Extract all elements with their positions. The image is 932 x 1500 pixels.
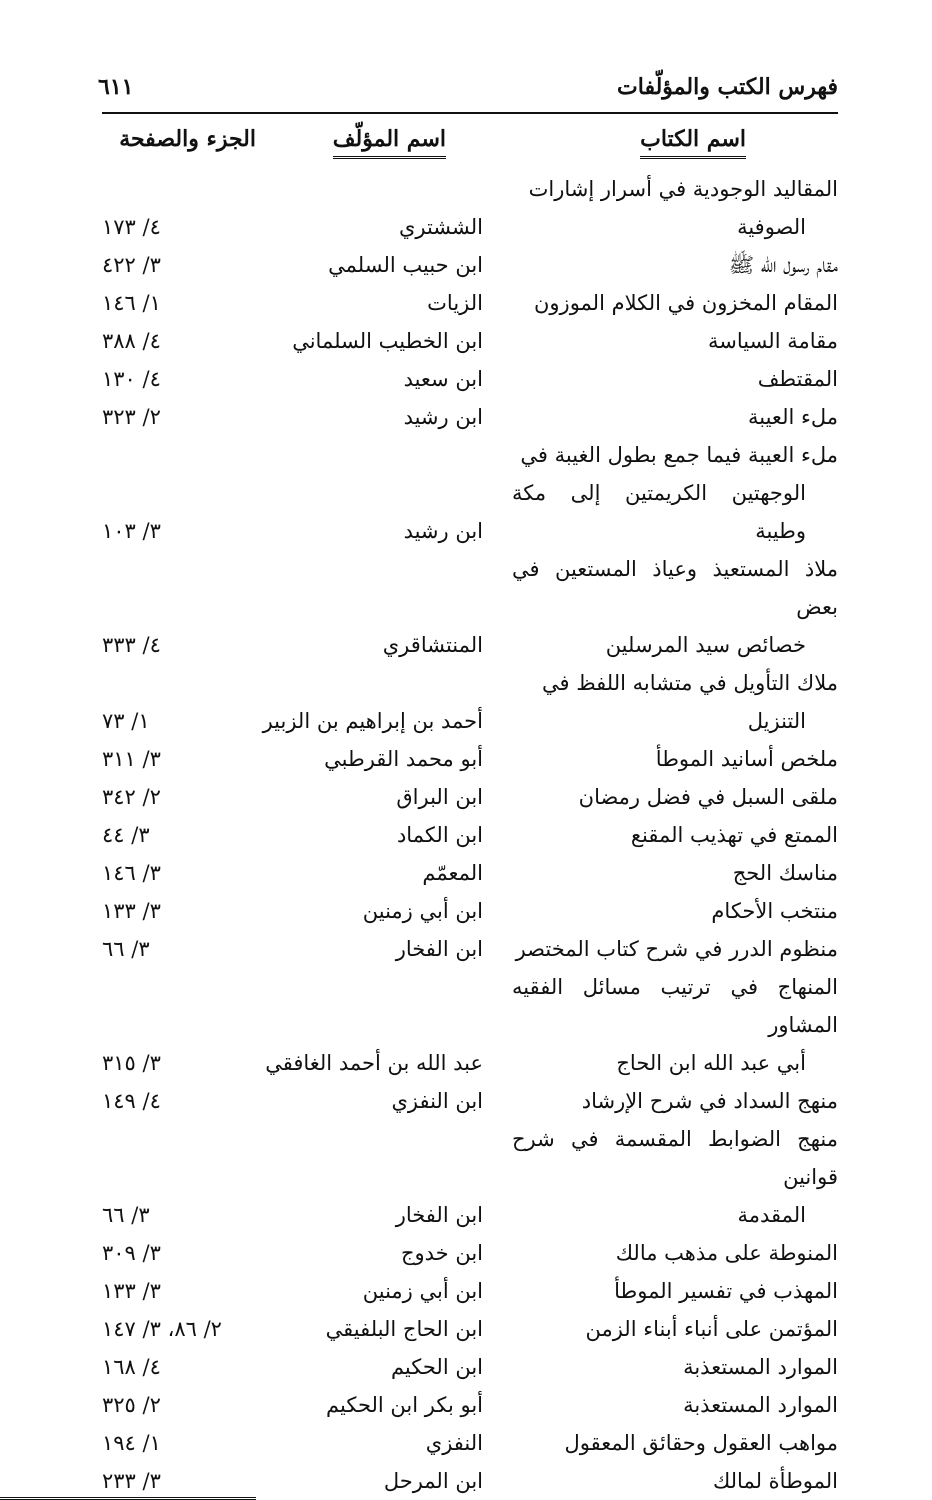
entry-volume-page bbox=[102, 1196, 262, 1234]
entry-title bbox=[512, 1082, 838, 1120]
entry-volume-page-value: ٣/ ١٣٣ bbox=[102, 899, 161, 923]
entry-volume-page-value: ٣/ ٦٦ bbox=[102, 1203, 150, 1227]
entry-title bbox=[512, 246, 838, 284]
entry-title-line: الموطأة لمالك bbox=[712, 1469, 838, 1493]
entry-author: ابن أبي زمنين bbox=[362, 1279, 483, 1303]
entry-volume-page bbox=[102, 512, 262, 550]
entry-volume-page-value: ٣/ ٣١٥ bbox=[102, 1051, 161, 1075]
entry-author: ابن الخطيب السلماني bbox=[292, 329, 483, 353]
entry-title bbox=[512, 1272, 838, 1310]
entry-author: ابن البراق bbox=[396, 785, 483, 809]
entry-title-line: المنوطة على مذهب مالك bbox=[615, 1241, 838, 1265]
entry-author: ابن خدوج bbox=[400, 1241, 483, 1265]
index-entry bbox=[102, 246, 838, 284]
entry-author: ابن حبيب السلمي bbox=[328, 253, 483, 277]
entry-title-line: ملء العيبة فيما جمع بطول الغيبة في bbox=[520, 443, 838, 467]
entry-title bbox=[512, 170, 838, 246]
entry-volume-page-value: ٤/ ٣٣٣ bbox=[102, 633, 161, 657]
entry-title bbox=[512, 664, 838, 740]
column-headers bbox=[102, 122, 838, 172]
entry-title-line: أبي عبد الله ابن الحاج bbox=[616, 1051, 806, 1075]
entry-title bbox=[512, 550, 838, 664]
entry-title bbox=[512, 930, 838, 968]
entry-volume-page bbox=[102, 740, 262, 778]
entry-volume-page bbox=[102, 322, 262, 360]
entry-title bbox=[512, 398, 838, 436]
entry-author: النفزي bbox=[425, 1431, 483, 1455]
index-entry bbox=[102, 170, 838, 246]
entry-volume-page-value: ٣/ ١٠٣ bbox=[102, 519, 161, 543]
entry-author: المنتشاقري bbox=[382, 633, 483, 657]
entry-title-line: مناسك الحج bbox=[732, 861, 838, 885]
entry-volume-page bbox=[102, 626, 262, 664]
entry-title-line: منظوم الدرر في شرح كتاب المختصر bbox=[515, 937, 838, 961]
entry-title bbox=[512, 892, 838, 930]
column-header-title: اسم الكتاب bbox=[640, 126, 746, 159]
entry-title-line: المقام المخزون في الكلام الموزون bbox=[533, 291, 838, 315]
entry-volume-page bbox=[102, 1044, 262, 1082]
page-number: ٦١١ bbox=[98, 74, 134, 100]
entry-author: ابن سعيد bbox=[403, 367, 483, 391]
header-rule bbox=[102, 112, 838, 114]
entry-title-line: الموارد المستعذبة bbox=[683, 1393, 838, 1417]
entry-volume-page bbox=[102, 360, 262, 398]
index-entry bbox=[102, 968, 838, 1082]
index-entry bbox=[102, 360, 838, 398]
entry-author: ابن أبي زمنين bbox=[362, 899, 483, 923]
entry-volume-page bbox=[102, 246, 262, 284]
entry-title bbox=[512, 1234, 838, 1272]
index-entry bbox=[102, 1462, 838, 1500]
entry-title-line: ملاذ المستعيذ وعياذ المستعين في بعض bbox=[512, 557, 838, 619]
entry-volume-page bbox=[102, 854, 262, 892]
entry-author: ابن الفخار bbox=[395, 1203, 483, 1227]
entry-author: الزيات bbox=[427, 291, 483, 315]
entry-author: ابن النفزي bbox=[391, 1089, 483, 1113]
entry-title-line: منهج السداد في شرح الإرشاد bbox=[581, 1089, 838, 1113]
entry-volume-page bbox=[102, 778, 262, 816]
entry-volume-page-value: ٣/ ٣١١ bbox=[102, 747, 161, 771]
entry-volume-page-value: ٤/ ٣٨٨ bbox=[102, 329, 161, 353]
entry-author: الششتري bbox=[398, 215, 483, 239]
entry-title-line: الممتع في تهذيب المقنع bbox=[630, 823, 838, 847]
entry-volume-page-value: ١/ ١٤٦ bbox=[102, 291, 161, 315]
entry-volume-page bbox=[102, 1272, 262, 1310]
entry-title-line: ملاك التأويل في متشابه اللفظ في bbox=[542, 671, 838, 695]
entry-volume-page bbox=[102, 1234, 262, 1272]
entry-title bbox=[512, 1310, 838, 1348]
entry-volume-page bbox=[102, 816, 262, 854]
entry-title-line: المقدمة bbox=[737, 1203, 806, 1227]
entry-title-line: التنزيل bbox=[747, 709, 806, 733]
entry-title bbox=[512, 1120, 838, 1234]
entry-title bbox=[512, 740, 838, 778]
index-entry bbox=[102, 816, 838, 854]
index-entry bbox=[102, 436, 838, 550]
index-entry bbox=[102, 1234, 838, 1272]
entry-title-line: مواهب العقول وحقائق المعقول bbox=[564, 1431, 838, 1455]
entry-volume-page bbox=[102, 892, 262, 930]
entry-title bbox=[512, 1348, 838, 1386]
entry-author: المعمّم bbox=[422, 861, 483, 885]
index-entry bbox=[102, 1272, 838, 1310]
index-entry bbox=[102, 930, 838, 968]
entry-title bbox=[512, 436, 838, 550]
column-header-author: اسم المؤلّف bbox=[333, 126, 446, 159]
entry-title-line: المقتطف bbox=[757, 367, 838, 391]
entry-author: ابن المرحل bbox=[383, 1469, 483, 1493]
entry-title-line: مقام رسول الله ﷺ bbox=[728, 253, 838, 277]
index-entry bbox=[102, 1386, 838, 1424]
entry-title bbox=[512, 322, 838, 360]
entry-author: أحمد بن إبراهيم بن الزبير bbox=[262, 709, 483, 733]
entry-title-line: الصوفية bbox=[737, 215, 806, 239]
entry-title bbox=[512, 854, 838, 892]
index-entry bbox=[102, 550, 838, 664]
entry-volume-page bbox=[102, 1348, 262, 1386]
entry-volume-page bbox=[102, 1462, 262, 1500]
index-entry bbox=[102, 1120, 838, 1234]
entry-volume-page-value: ٣/ ١٤٦ bbox=[102, 861, 161, 885]
index-entry bbox=[102, 778, 838, 816]
entry-volume-page-value: ٢/ ٨٦، ٣/ ١٤٧ bbox=[102, 1317, 222, 1341]
entry-author: ابن الكماد bbox=[396, 823, 483, 847]
entry-volume-page bbox=[102, 284, 262, 322]
running-head bbox=[98, 72, 838, 106]
entry-volume-page-value: ٣/ ٤٢٢ bbox=[102, 253, 161, 277]
entry-volume-page-value: ١/ ٧٣ bbox=[102, 709, 150, 733]
entry-volume-page-value: ٣/ ٢٣٣ bbox=[102, 1469, 161, 1493]
entry-title-line: المهذب في تفسير الموطأ bbox=[614, 1279, 838, 1303]
entry-volume-page bbox=[102, 930, 262, 968]
index-entry bbox=[102, 1082, 838, 1120]
entry-volume-page bbox=[102, 1310, 262, 1348]
index-entry bbox=[102, 322, 838, 360]
entry-title-line: خصائص سيد المرسلين bbox=[605, 633, 806, 657]
index-list bbox=[102, 170, 838, 1500]
index-entry bbox=[102, 284, 838, 322]
entry-title-line: المؤتمن على أنباء أبناء الزمن bbox=[585, 1317, 838, 1341]
entry-volume-page-value: ٢/ ٣٢٣ bbox=[102, 405, 161, 429]
entry-author: أبو محمد القرطبي bbox=[324, 747, 483, 771]
entry-volume-page-value: ٣/ ١٣٣ bbox=[102, 1279, 161, 1303]
entry-volume-page-value: ٤/ ١٦٨ bbox=[102, 1355, 161, 1379]
entry-volume-page-value: ٢/ ٣٢٥ bbox=[102, 1393, 161, 1417]
index-entry bbox=[102, 398, 838, 436]
entry-volume-page-value: ١/ ١٩٤ bbox=[102, 1431, 161, 1455]
entry-volume-page-value: ٣/ ٦٦ bbox=[102, 937, 150, 961]
entry-title-line: مقامة السياسة bbox=[707, 329, 838, 353]
index-entry bbox=[102, 854, 838, 892]
entry-volume-page bbox=[102, 398, 262, 436]
entry-volume-page bbox=[102, 1386, 262, 1424]
entry-title-line: المنهاج في ترتيب مسائل الفقيه المشاور bbox=[512, 975, 838, 1037]
entry-volume-page bbox=[102, 702, 262, 740]
running-title: فهرس الكتب والمؤلّفات bbox=[617, 74, 838, 100]
entry-volume-page-value: ٣/ ٣٠٩ bbox=[102, 1241, 161, 1265]
entry-volume-page-value: ٣/ ٤٤ bbox=[102, 823, 150, 847]
entry-title-line: الموارد المستعذبة bbox=[683, 1355, 838, 1379]
entry-title-line: الوجهتين الكريمتين إلى مكة وطيبة bbox=[512, 481, 806, 543]
entry-volume-page-value: ٤/ ١٤٩ bbox=[102, 1089, 161, 1113]
index-entry bbox=[102, 740, 838, 778]
entry-author: ابن رشيد bbox=[403, 405, 483, 429]
entry-volume-page-value: ٢/ ٣٤٢ bbox=[102, 785, 161, 809]
entry-title bbox=[512, 1462, 838, 1500]
entry-title bbox=[512, 816, 838, 854]
entry-author: ابن الفخار bbox=[395, 937, 483, 961]
entry-title-line: منهج الضوابط المقسمة في شرح قوانين bbox=[512, 1127, 838, 1189]
entry-volume-page-value: ٤/ ١٧٣ bbox=[102, 215, 161, 239]
entry-volume-page-value: ٤/ ١٣٠ bbox=[102, 367, 161, 391]
entry-title-line: المقاليد الوجودية في أسرار إشارات bbox=[528, 177, 838, 201]
entry-volume-page bbox=[102, 1424, 262, 1462]
entry-title-line: ملء العيبة bbox=[748, 405, 838, 429]
entry-author: ابن رشيد bbox=[403, 519, 483, 543]
entry-volume-page bbox=[102, 1082, 262, 1120]
index-entry bbox=[102, 1310, 838, 1348]
index-entry bbox=[102, 664, 838, 740]
entry-author: ابن الحاج البلفيقي bbox=[325, 1317, 483, 1341]
entry-author: عبد الله بن أحمد الغافقي bbox=[265, 1051, 483, 1075]
index-entry bbox=[102, 1424, 838, 1462]
entry-title bbox=[512, 778, 838, 816]
entry-title bbox=[512, 284, 838, 322]
index-entry bbox=[102, 892, 838, 930]
entry-title-line: ملقى السبل في فضل رمضان bbox=[578, 785, 838, 809]
entry-title bbox=[512, 1424, 838, 1462]
entry-title bbox=[512, 360, 838, 398]
entry-author: أبو بكر ابن الحكيم bbox=[326, 1393, 483, 1417]
entry-volume-page bbox=[102, 208, 262, 246]
entry-title-line: ملخص أسانيد الموطأ bbox=[655, 747, 838, 771]
entry-title-line: منتخب الأحكام bbox=[711, 899, 838, 923]
entry-title bbox=[512, 1386, 838, 1424]
entry-author: ابن الحكيم bbox=[390, 1355, 483, 1379]
entry-title bbox=[512, 968, 838, 1082]
index-entry bbox=[102, 1348, 838, 1386]
column-header-volume-page: الجزء والصفحة bbox=[0, 126, 256, 1500]
